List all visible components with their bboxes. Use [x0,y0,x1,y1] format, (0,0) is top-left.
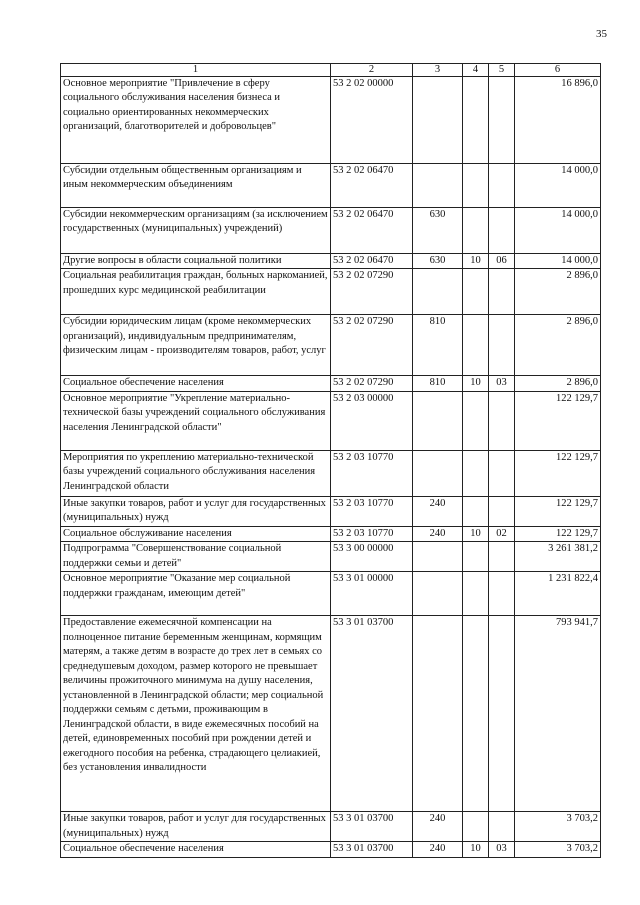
row-name: Мероприятия по укреплению материально-технической базы учреждений социального обслуживания населения Ленинградской области [61,450,331,496]
table-row [61,376,601,391]
table-row [61,391,601,450]
row-expense-type: 630 [413,208,463,254]
table-row [61,842,601,857]
row-code: 53 2 02 06470 [331,164,413,208]
row-expense-type: 240 [413,496,463,526]
row-amount: 1 231 822,4 [515,572,601,616]
row-name: Субсидии юридическим лицам (кроме некоммерческих организаций), индивидуальным предпринимателям, физическим лицам - производителям товаров, работ, услуг [61,315,331,376]
row-name: Основное мероприятие "Привлечение в сферу социального обслуживания населения бизнеса и социально ориентированных некоммерческих организаций, благотворителей и добровольцев" [61,77,331,164]
row-section [463,315,489,376]
row-section [463,208,489,254]
row-expense-type: 630 [413,254,463,269]
row-section: 10 [463,254,489,269]
row-subsection [489,391,515,450]
table-row [61,812,601,842]
row-name: Иные закупки товаров, работ и услуг для государственных (муниципальных) нужд [61,496,331,526]
row-name: Предоставление ежемесячной компенсации на полноценное питание беременным женщинам, кормящим матерям, а также детям в возрасте до трех лет в семьях со среднедушевым доходом, размер которого не превышает величины прожиточного минимума на душу населения, установленной в Ленинградской области; мер социальной поддержки семьям с детьми, проживающим в Ленинградской области, в виде ежемесячных пособий на детей, единовременных пособий при рождении детей и ежегодного пособия на ребенка, страдающего целиакией, без установления инвалидности [61,616,331,812]
row-code: 53 2 03 10770 [331,496,413,526]
budget-table [60,63,601,858]
row-section [463,572,489,616]
row-code: 53 3 01 00000 [331,572,413,616]
row-amount: 3 261 381,2 [515,542,601,572]
row-amount: 122 129,7 [515,450,601,496]
row-subsection [489,315,515,376]
row-code: 53 2 03 00000 [331,391,413,450]
row-code: 53 2 02 07290 [331,315,413,376]
column-header: 5 [489,64,515,77]
row-expense-type [413,77,463,164]
row-section [463,391,489,450]
row-name: Иные закупки товаров, работ и услуг для государственных (муниципальных) нужд [61,812,331,842]
table-row [61,254,601,269]
row-code: 53 3 00 00000 [331,542,413,572]
column-header: 6 [515,64,601,77]
row-section: 10 [463,842,489,857]
row-section [463,450,489,496]
row-name: Подпрограмма "Совершенствование социальной поддержки семьи и детей" [61,542,331,572]
column-header: 2 [331,64,413,77]
row-code: 53 2 03 10770 [331,450,413,496]
row-code: 53 2 02 00000 [331,77,413,164]
table-row [61,208,601,254]
row-section [463,496,489,526]
row-section [463,616,489,812]
row-section [463,812,489,842]
row-subsection [489,542,515,572]
row-subsection [489,616,515,812]
row-expense-type: 240 [413,842,463,857]
row-expense-type: 810 [413,315,463,376]
row-amount: 122 129,7 [515,496,601,526]
row-subsection [489,496,515,526]
row-code: 53 3 01 03700 [331,812,413,842]
row-amount: 793 941,7 [515,616,601,812]
row-name: Основное мероприятие "Укрепление материально-технической базы учреждений социального обслуживания населения Ленинградской области" [61,391,331,450]
row-subsection [489,572,515,616]
row-section [463,269,489,315]
row-expense-type: 240 [413,526,463,541]
row-subsection: 03 [489,376,515,391]
page-number: 35 [596,28,607,40]
row-subsection [489,77,515,164]
row-name: Другие вопросы в области социальной политики [61,254,331,269]
row-amount: 3 703,2 [515,812,601,842]
row-expense-type [413,164,463,208]
row-section [463,77,489,164]
row-expense-type [413,269,463,315]
row-expense-type [413,616,463,812]
row-expense-type [413,391,463,450]
table-header-row [61,64,601,77]
row-subsection: 03 [489,842,515,857]
row-amount: 14 000,0 [515,164,601,208]
table-row [61,542,601,572]
row-expense-type [413,572,463,616]
table-row [61,526,601,541]
row-section [463,542,489,572]
row-amount: 2 896,0 [515,315,601,376]
row-name: Социальное обслуживание населения [61,526,331,541]
row-name: Субсидии отдельным общественным организациям и иным некоммерческим объединениям [61,164,331,208]
table-row [61,315,601,376]
row-code: 53 2 02 06470 [331,208,413,254]
row-name: Основное мероприятие "Оказание мер социальной поддержки гражданам, имеющим детей" [61,572,331,616]
row-subsection [489,269,515,315]
row-section: 10 [463,376,489,391]
table-row [61,450,601,496]
row-code: 53 2 02 06470 [331,254,413,269]
row-amount: 14 000,0 [515,254,601,269]
table-row [61,269,601,315]
row-code: 53 2 02 07290 [331,269,413,315]
row-subsection [489,164,515,208]
row-name: Социальное обеспечение населения [61,842,331,857]
row-name: Социальная реабилитация граждан, больных наркоманией, прошедших курс медицинской реабилитации [61,269,331,315]
table-row [61,572,601,616]
table-row [61,77,601,164]
row-amount: 14 000,0 [515,208,601,254]
row-expense-type: 810 [413,376,463,391]
row-amount: 3 703,2 [515,842,601,857]
row-amount: 2 896,0 [515,376,601,391]
row-code: 53 3 01 03700 [331,842,413,857]
row-amount: 122 129,7 [515,526,601,541]
row-subsection [489,208,515,254]
row-code: 53 2 03 10770 [331,526,413,541]
table-row [61,616,601,812]
row-subsection [489,812,515,842]
row-amount: 16 896,0 [515,77,601,164]
row-code: 53 2 02 07290 [331,376,413,391]
row-expense-type: 240 [413,812,463,842]
table-row [61,164,601,208]
table-row [61,496,601,526]
row-name: Субсидии некоммерческим организациям (за исключением государственных (муниципальных) учреждений) [61,208,331,254]
column-header: 3 [413,64,463,77]
row-code: 53 3 01 03700 [331,616,413,812]
column-header: 4 [463,64,489,77]
row-expense-type [413,542,463,572]
row-section [463,164,489,208]
row-subsection [489,450,515,496]
column-header: 1 [61,64,331,77]
row-amount: 122 129,7 [515,391,601,450]
row-subsection: 06 [489,254,515,269]
row-name: Социальное обеспечение населения [61,376,331,391]
row-expense-type [413,450,463,496]
row-subsection: 02 [489,526,515,541]
row-amount: 2 896,0 [515,269,601,315]
row-section: 10 [463,526,489,541]
